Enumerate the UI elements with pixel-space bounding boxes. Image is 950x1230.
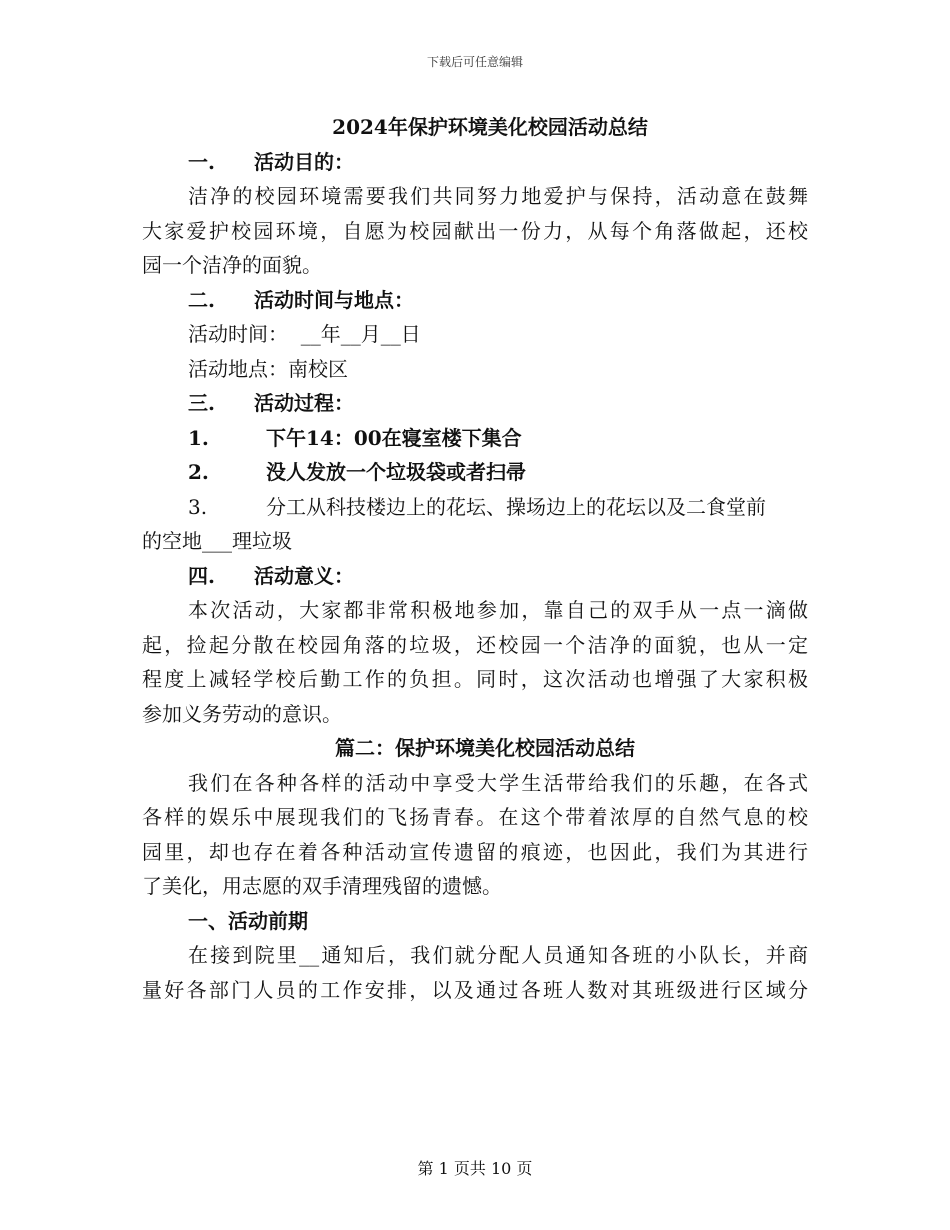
paragraph-line: 本次活动，大家都非常积极地参加，靠自己的双手从一点一滴做 xyxy=(188,598,808,622)
section-title: 活动目的： xyxy=(254,149,354,174)
step-text: 没人发放一个垃圾袋或者扫帚 xyxy=(266,460,526,484)
step-item-3 xyxy=(142,490,808,525)
paragraph-line: 我们在各种各样的活动中享受大学生活带给我们的乐趣，在各式 xyxy=(188,770,808,795)
step-number: 3. xyxy=(188,494,208,519)
paragraph-line: 园一个洁净的面貌。 xyxy=(142,253,322,277)
step-item-1 xyxy=(142,421,808,456)
activity-time: 活动时间： __年__月__日 xyxy=(188,322,421,346)
paragraph-line: 的空地___理垃圾 xyxy=(142,529,292,553)
paragraph-line: 在接到院里__通知后，我们就分配人员通知各班的小队长，并商 xyxy=(188,943,808,967)
section-title: 活动意义： xyxy=(254,563,354,588)
section-number: 三. xyxy=(188,391,215,415)
section-title: 活动过程： xyxy=(254,391,354,415)
paragraph-line: 参加义务劳动的意识。 xyxy=(142,701,342,726)
section-number: 一. xyxy=(188,149,215,174)
paragraph-line: 各样的娱乐中展现我们的飞扬青春。在这个带着浓厚的自然气息的校 xyxy=(142,805,808,829)
step-number: 1. xyxy=(188,425,209,450)
paragraph-line: 起，捡起分散在校园角落的垃圾，还校园一个洁净的面貌，也从一定 xyxy=(142,632,808,657)
paragraph-line: 园里，却也存在着各种活动宣传遗留的痕迹，也因此，我们为其进行 xyxy=(142,839,808,864)
document-body xyxy=(142,110,808,1007)
section-heading-5: 一、活动前期 xyxy=(188,908,308,933)
page-footer: 第 1 页共 10 页 xyxy=(417,1159,533,1178)
activity-place: 活动地点：南校区 xyxy=(188,356,348,381)
paragraph-line: 洁净的校园环境需要我们共同努力地爱护与保持，活动意在鼓舞 xyxy=(188,184,808,208)
section-title: 活动时间与地点： xyxy=(254,287,414,312)
section-heading-1 xyxy=(142,145,808,180)
section-number: 四. xyxy=(188,563,215,588)
article-title-2: 篇二：保护环境美化校园活动总结 xyxy=(335,736,635,760)
step-text: 分工从科技楼边上的花坛、操场边上的花坛以及二食堂前 xyxy=(266,494,766,519)
paragraph-line: 大家爱护校园环境，自愿为校园献出一份力，从每个角落做起，还校 xyxy=(142,218,808,243)
section-heading-3 xyxy=(142,386,808,421)
section-heading-4 xyxy=(142,559,808,594)
paragraph-line: 程度上减轻学校后勤工作的负担。同时，这次活动也增强了大家积极 xyxy=(142,667,808,691)
document-title: 2024年保护环境美化校园活动总结 xyxy=(332,115,648,139)
step-item-2 xyxy=(142,455,808,490)
section-heading-2 xyxy=(142,283,808,318)
page-header: 下载后可任意编辑 xyxy=(426,55,523,69)
paragraph-line: 量好各部门人员的工作安排，以及通过各班人数对其班级进行区域分 xyxy=(142,977,808,1002)
step-text: 下午14：00在寝室楼下集合 xyxy=(266,425,522,450)
paragraph-line: 了美化，用志愿的双手清理残留的遗憾。 xyxy=(142,874,502,898)
step-number: 2. xyxy=(188,460,209,484)
section-number: 二. xyxy=(188,287,215,312)
